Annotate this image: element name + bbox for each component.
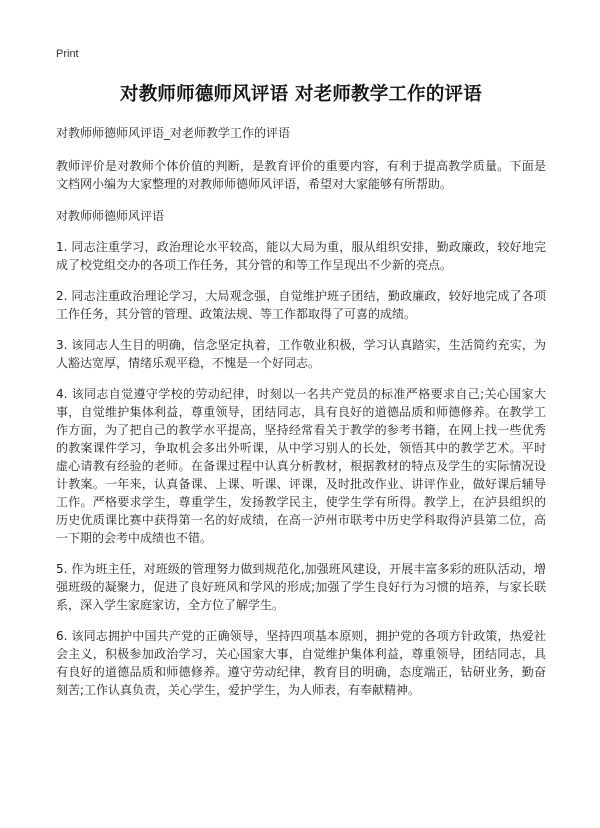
comment-item-1: 1. 同志注重学习，政治理论水平较高，能以大局为重，服从组织安排，勤政廉政，较好地完成了校党组交办的各项工作任务，其分管的和等工作呈现出不少新的亮点。 — [56, 240, 546, 272]
comment-item-2: 2. 同志注重政治理论学习，大局观念强，自觉维护班子团结，勤政廉政，较好地完成了各项工作任务，其分管的管理、政策法规、等工作都取得了可喜的成绩。 — [56, 289, 546, 321]
document-title: 对教师师德师风评语 对老师教学工作的评语 — [120, 84, 482, 105]
print-label[interactable]: Print — [56, 48, 79, 60]
intro-paragraph: 教师评价是对教师个体价值的判断，是教育评价的重要内容，有利于提高教学质量。下面是文档网小编为大家整理的对教师师德师风评语，希望对大家能够有所帮助。 — [56, 159, 546, 191]
comment-item-6: 6. 该同志拥护中国共产党的正确领导，坚持四项基本原则，拥护党的各项方针政策，热爱社会主义，积极参加政治学习，关心国家大事，自觉维护集体利益，尊重领导，团结同志，具有良好的道德品质和师德修养。遵守劳动纪律，教育目的明确，态度端正，钻研业务，勤奋刻苦;工作认真负责，关心学生，爱护学生，为人师表，有奉献精神。 — [56, 629, 546, 697]
comment-item-4: 4. 该同志自觉遵守学校的劳动纪律，时刻以一名共产党员的标准严格要求自己;关心国家大事，自觉维护集体利益，尊重领导，团结同志，具有良好的道德品质和师德修养。在教学工作方面，为了把自己的教学水平提高，坚持经常看关于教学的参考书籍，在网上找一些优秀的教案课件学习，争取机会多出外听课，从中学习别人的长处，领悟其中的教学艺术。平时虚心请教有经验的老师。在备课过程中认真分析教材，根据教材的特点及学生的实际情况设计教案。一年来，认真备课、上课、听课、评课，及时批改作业、讲评作业，做好课后辅导工作。严格要求学生，尊重学生，发扬教学民主，使学生学有所得。教学上，在泸县组织的历史优质课比赛中获得第一名的好成绩，在高一泸州市联考中历史学科取得泸县第二位，高一下期的会考中成绩也不错。 — [56, 387, 546, 545]
comment-item-5: 5. 作为班主任，对班级的管理努力做到规范化,加强班风建设，开展丰富多彩的班队活动，增强班级的凝聚力，促进了良好班风和学风的形成;加强了学生良好行为习惯的培养，与家长联系，深入学生家庭家访，全方位了解学生。 — [56, 562, 546, 612]
comment-item-3: 3. 该同志人生目的明确，信念坚定执着，工作敬业积极，学习认真踏实，生活简约充实，为人豁达宽厚，情绪乐观平稳，不愧是一个好同志。 — [56, 338, 546, 370]
document-subtitle: 对教师师德师风评语_对老师教学工作的评语 — [56, 126, 291, 140]
section-heading: 对教师师德师风评语 — [56, 209, 165, 223]
